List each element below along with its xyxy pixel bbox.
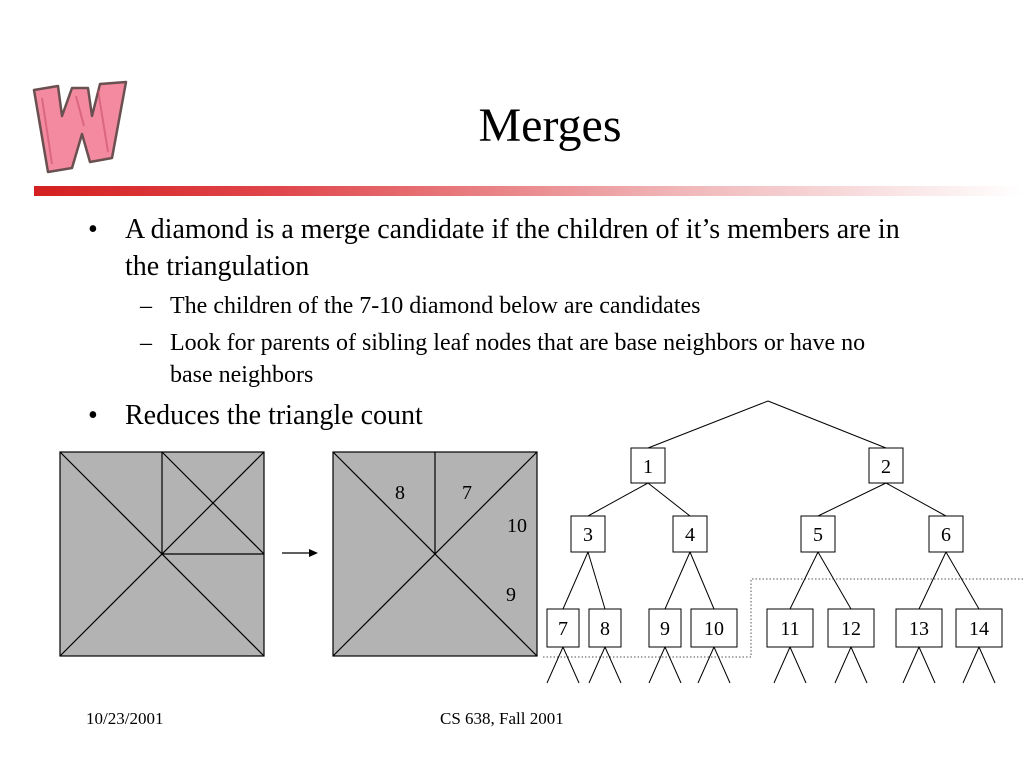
after-label-8: 8 (395, 482, 405, 504)
tree-leaf-label: 13 (909, 618, 929, 640)
sub-bullet-text: Look for parents of sibling leaf nodes that are base neighbors or have no base neighbors (170, 330, 866, 388)
tree-leaf-label: 9 (660, 618, 670, 640)
right-arrow-icon (282, 549, 318, 557)
tree-node-label: 5 (813, 524, 823, 546)
sub-bullet-mark: – (140, 330, 152, 356)
before-triangulation (60, 452, 264, 656)
tree-leaf-label: 10 (704, 618, 724, 640)
bullet-mark: • (88, 400, 98, 431)
bullet-text: Reduces the triangle count (125, 400, 423, 431)
after-label-9: 9 (506, 584, 516, 606)
after-label-10: 10 (507, 515, 527, 537)
sub-bullet-text: The children of the 7-10 diamond below are candidates (170, 293, 701, 319)
tree-node-label: 3 (583, 524, 593, 546)
tree-node-label: 4 (685, 524, 695, 546)
tree-leaf-label: 7 (558, 618, 568, 640)
tree-node-label: 1 (643, 456, 653, 478)
slide-title: Merges (478, 99, 622, 152)
after-triangulation (333, 452, 537, 656)
tree-node-label: 6 (941, 524, 951, 546)
bullet-text: A diamond is a merge candidate if the children of it’s members are in the triangulation (125, 214, 900, 282)
tree-leaf-label: 12 (841, 618, 861, 640)
tree-node-label: 2 (881, 456, 891, 478)
sub-bullet-mark: – (140, 293, 152, 319)
tree-leaf-label: 11 (780, 618, 800, 640)
after-label-7: 7 (462, 482, 472, 504)
bullet-mark: • (88, 214, 98, 245)
tree-leaf-label: 8 (600, 618, 610, 640)
tree-leaf-label: 14 (969, 618, 989, 640)
footer-date: 10/23/2001 (86, 709, 164, 728)
footer-course: CS 638, Fall 2001 (440, 709, 564, 728)
